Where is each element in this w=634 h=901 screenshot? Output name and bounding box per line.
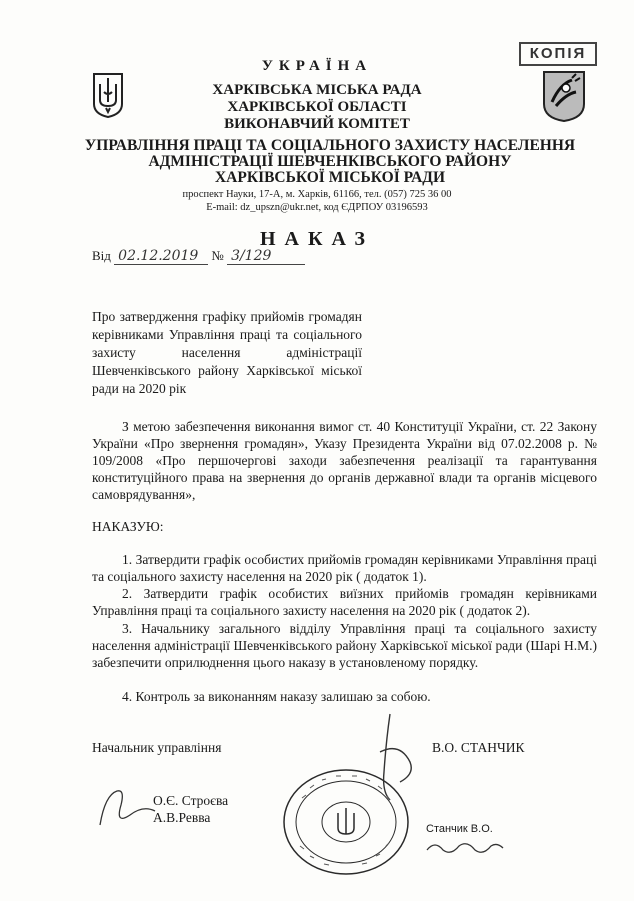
order-item-2: 2. Затвердити графік особистих виїзних прийомів громадян керівниками Управління праці та соціального захисту населення на 2020 рік ( додаток 2). xyxy=(92,586,597,618)
executor-1: О.Є. Строєва xyxy=(153,793,229,808)
preamble: З метою забезпечення виконання вимог ст. 40 Конституції України, ст. 22 Закону України «Про звернення громадян», Указу Президента України від 07.02.2008 р. № 109/2008 «Про першочергові заходи забезпечення реалізації та гарантування конституційного права на звернення до органів державної влади та органів місцевого самоврядування», xyxy=(92,419,597,502)
council-line-1: ХАРКІВСЬКА МІСЬКА РАДА xyxy=(212,82,422,98)
executor-2: А.В.Ревва xyxy=(153,810,211,825)
department-line-3: ХАРКІВСЬКОЇ МІСЬКОЇ РАДИ xyxy=(214,169,446,186)
department-line-1: УПРАВЛІННЯ ПРАЦІ ТА СОЦІАЛЬНОГО ЗАХИСТУ НАСЕЛЕННЯ xyxy=(84,137,576,154)
order-word: НАКАЗУЮ: xyxy=(92,519,164,534)
number-prefix: № xyxy=(211,248,224,263)
official-seal xyxy=(282,768,410,876)
country-heading: УКРАЇНА xyxy=(261,58,373,74)
copy-stamp: КОПІЯ xyxy=(519,42,597,66)
signatory-title: Начальник управління xyxy=(92,740,222,755)
order-number: 3/129 xyxy=(227,248,305,265)
document-title: НАКАЗ xyxy=(259,228,374,250)
address-line: проспект Науки, 17-А, м. Харків, 61166, тел. (057) 725 36 00 xyxy=(182,189,452,200)
department-line-2: АДМІНІСТРАЦІЇ ШЕВЧЕНКІВСЬКОГО РАЙОНУ xyxy=(148,153,512,170)
order-item-1: 1. Затвердити графік особистих прийомів громадян керівниками Управління праці та соціального захисту населення на 2020 рік ( додаток 1). xyxy=(92,552,597,584)
stamp-note-signature xyxy=(425,838,505,856)
order-item-3: 3. Начальнику загального відділу Управління праці та соціального захисту населення адміністрації Шевченківського району Харківської міської ради (Шарі Н.М.) забезпечити оприлюднення цього наказу в установленому порядку. xyxy=(92,621,597,670)
signatory-name: В.О. СТАНЧИК xyxy=(432,740,525,755)
order-item-4: 4. Контроль за виконанням наказу залишаю за собою. xyxy=(122,689,431,704)
stamp-note: Станчик В.О. xyxy=(426,823,493,835)
date-prefix: Від xyxy=(92,248,111,263)
council-line-2: ХАРКІВСЬКОЇ ОБЛАСТІ xyxy=(227,99,407,115)
order-subject: Про затвердження графіку прийомів громадян керівниками Управління праці та соціального захисту населення адміністрації Шевченківського району Харківської міської ради на 2020 рік xyxy=(92,309,362,396)
council-line-3: ВИКОНАВЧИЙ КОМІТЕТ xyxy=(224,116,410,132)
order-date-number xyxy=(92,248,305,265)
contact-line: E-mail: dz_upszn@ukr.net, код ЄДРПОУ 03196593 xyxy=(206,202,428,213)
order-date: 02.12.2019 xyxy=(114,248,208,265)
